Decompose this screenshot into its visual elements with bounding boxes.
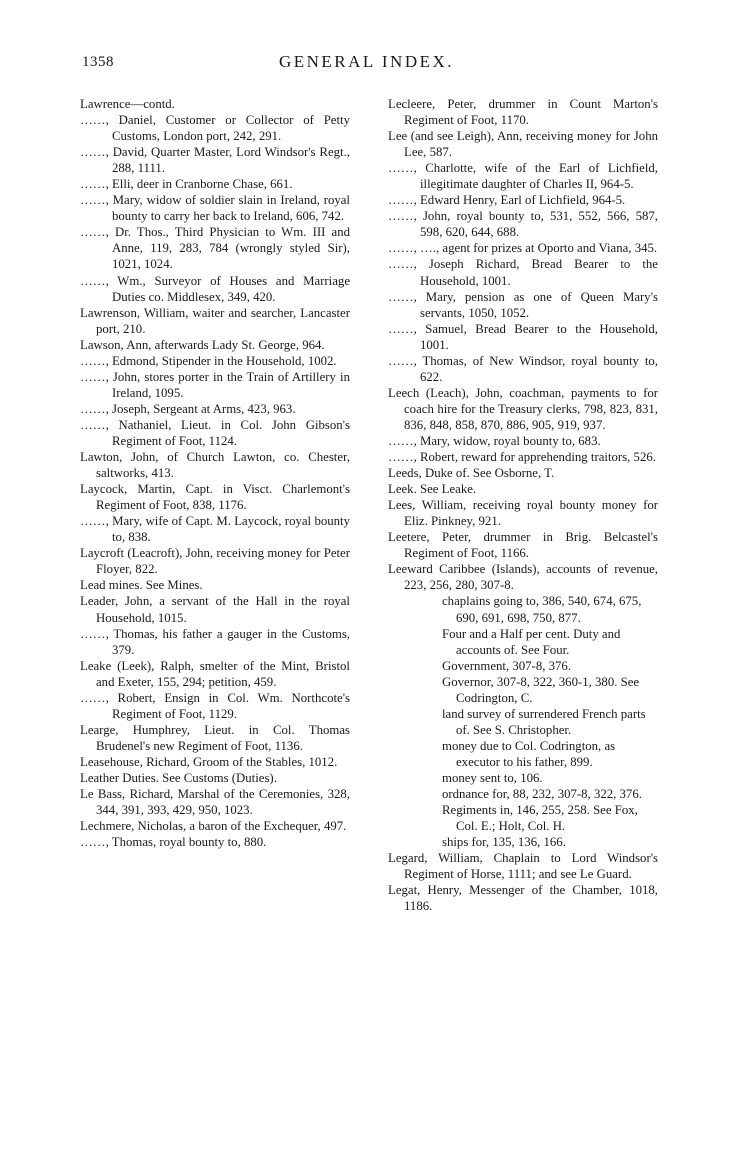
index-entry: ……, Thomas, royal bounty to, 880. xyxy=(80,835,267,850)
index-entry: Laycroft (Leacroft), John, receiving money for Peter Floyer, 822. xyxy=(80,546,350,577)
index-entry: ships for, 135, 136, 166. xyxy=(442,835,566,850)
index-entry: ……, Robert, Ensign in Col. Wm. Northcote's Regiment of Foot, 1129. xyxy=(80,690,350,721)
index-entry: ……, Robert, reward for apprehending traitors, 526. xyxy=(388,450,656,465)
index-entry: Lawson, Ann, afterwards Lady St. George, 964. xyxy=(80,337,325,352)
page-number: 1358 xyxy=(82,54,114,70)
index-entry: Lawrenson, William, waiter and searcher, Lancaster port, 210. xyxy=(80,305,350,336)
index-entry: ……, Joseph Richard, Bread Bearer to the Household, 1001. xyxy=(388,257,658,288)
index-entry: Legard, William, Chaplain to Lord Windsor's Regiment of Horse, 1111; and see Le Guard. xyxy=(388,851,658,882)
index-entry: land survey of surrendered French parts of. See S. Christopher. xyxy=(442,706,646,737)
index-entry: Leasehouse, Richard, Groom of the Stables, 1012. xyxy=(80,754,338,769)
index-entry: money due to Col. Codrington, as executor to his father, 899. xyxy=(442,738,616,769)
index-entry: Leeward Caribbee (Islands), accounts of revenue, 223, 256, 280, 307-8. xyxy=(388,562,658,593)
index-entry: Lawrence—contd. xyxy=(80,97,175,111)
index-entry: Leetere, Peter, drummer in Brig. Belcastel's Regiment of Foot, 1166. xyxy=(388,530,658,561)
index-entry: ……, Thomas, his father a gauger in the Customs, 379. xyxy=(80,626,350,657)
index-entry: Lead mines. See Mines. xyxy=(80,578,203,593)
index-entry: chaplains going to, 386, 540, 674, 675, 690, 691, 698, 750, 877. xyxy=(442,594,642,625)
index-entry: ……, Elli, deer in Cranborne Chase, 661. xyxy=(80,177,293,192)
index-entry: Lecleere, Peter, drummer in Count Marton's Regiment of Foot, 1170. xyxy=(388,97,658,128)
index-entry: Government, 307-8, 376. xyxy=(442,658,572,673)
index-entry: Lechmere, Nicholas, a baron of the Exchequer, 497. xyxy=(80,819,347,834)
index-entry: Le Bass, Richard, Marshal of the Ceremonies, 328, 344, 391, 393, 429, 950, 1023. xyxy=(80,787,350,818)
index-entry: ordnance for, 88, 232, 307-8, 322, 376. xyxy=(442,787,642,802)
index-entry: ……, …., agent for prizes at Oporto and Viana, 345. xyxy=(388,241,658,256)
running-title: GENERAL INDEX. xyxy=(278,52,455,71)
index-entry: ……, Edward Henry, Earl of Lichfield, 964-5. xyxy=(388,193,626,208)
index-entry: ……, Wm., Surveyor of Houses and Marriage Duties co. Middlesex, 349, 420. xyxy=(80,273,350,304)
index-entry: ……, Mary, wife of Capt. M. Laycock, royal bounty to, 838. xyxy=(80,514,350,545)
page-header xyxy=(0,52,733,76)
index-entry: ……, Thomas, of New Windsor, royal bounty to, 622. xyxy=(388,353,658,384)
index-entry: Learge, Humphrey, Lieut. in Col. Thomas Brudenel's new Regiment of Foot, 1136. xyxy=(80,722,350,753)
index-entry: Leech (Leach), John, coachman, payments to for coach hire for the Treasury clerks, 798, 823, 831, 836, 848, 858, 870, 886, 905, 919, 937. xyxy=(388,385,658,432)
right-column xyxy=(388,96,658,914)
index-entry: ……, Edmond, Stipender in the Household, 1002. xyxy=(80,353,337,368)
index-entry: ……, Dr. Thos., Third Physician to Wm. III and Anne, 119, 283, 784 (wrongly styled Sir), 1021, 1024. xyxy=(80,225,350,272)
index-entry: ……, Joseph, Sergeant at Arms, 423, 963. xyxy=(80,401,296,416)
index-entry: ……, Mary, widow, royal bounty to, 683. xyxy=(388,433,601,448)
left-column xyxy=(80,96,350,850)
index-entry: Legat, Henry, Messenger of the Chamber, 1018, 1186. xyxy=(388,883,658,914)
index-entry: Leader, John, a servant of the Hall in the royal Household, 1015. xyxy=(80,594,350,625)
index-entry: Leeds, Duke of. See Osborne, T. xyxy=(388,466,555,481)
index-entry: Laycock, Martin, Capt. in Visct. Charlemont's Regiment of Foot, 838, 1176. xyxy=(80,482,350,513)
index-entry: Lawton, John, of Church Lawton, co. Chester, saltworks, 413. xyxy=(80,450,350,481)
index-entry: Lee (and see Leigh), Ann, receiving money for John Lee, 587. xyxy=(388,129,658,160)
index-entry: ……, Mary, pension as one of Queen Mary's servants, 1050, 1052. xyxy=(388,289,658,320)
index-entry: ……, John, royal bounty to, 531, 552, 566, 587, 598, 620, 644, 688. xyxy=(388,209,658,240)
index-entry: Leather Duties. See Customs (Duties). xyxy=(80,770,277,785)
index-entry: ……, Daniel, Customer or Collector of Petty Customs, London port, 242, 291. xyxy=(80,113,350,144)
index-entry: money sent to, 106. xyxy=(442,770,543,785)
index-entry: Four and a Half per cent. Duty and accounts of. See Four. xyxy=(442,626,621,657)
index-entry: Lees, William, receiving royal bounty money for Eliz. Pinkney, 921. xyxy=(388,498,658,529)
index-entry: ……, Samuel, Bread Bearer to the Household, 1001. xyxy=(388,321,658,352)
index-entry: ……, David, Quarter Master, Lord Windsor's Regt., 288, 1111. xyxy=(80,145,350,176)
index-entry: ……, Charlotte, wife of the Earl of Lichfield, illegitimate daughter of Charles II, 964-5. xyxy=(388,161,658,192)
index-entry: Governor, 307-8, 322, 360-1, 380. See Codrington, C. xyxy=(442,674,640,705)
index-entry: Leek. See Leake. xyxy=(388,482,477,497)
index-entry: ……, Nathaniel, Lieut. in Col. John Gibson's Regiment of Foot, 1124. xyxy=(80,417,350,448)
index-entry: Leake (Leek), Ralph, smelter of the Mint, Bristol and Exeter, 155, 294; petition, 459. xyxy=(80,658,350,689)
index-entry: Regiments in, 146, 255, 258. See Fox, Col. E.; Holt, Col. H. xyxy=(442,803,638,834)
index-entry: ……, Mary, widow of soldier slain in Ireland, royal bounty to carry her back to Ireland, 606, 742. xyxy=(80,193,350,224)
index-entry: ……, John, stores porter in the Train of Artillery in Ireland, 1095. xyxy=(80,369,350,400)
